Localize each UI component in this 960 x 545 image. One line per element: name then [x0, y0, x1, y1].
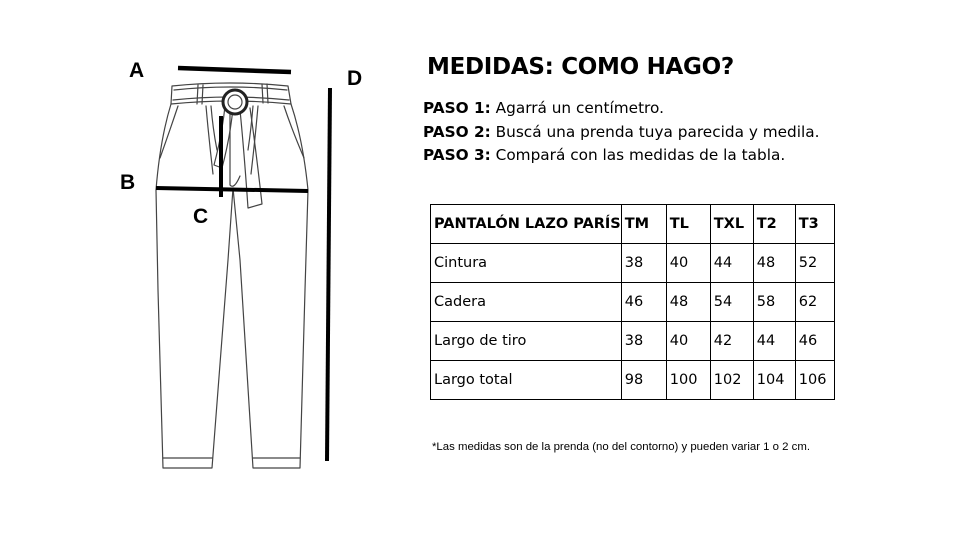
header-product: PANTALÓN LAZO PARÍS — [431, 205, 622, 244]
row-label: Cadera — [431, 283, 622, 322]
table-row — [431, 283, 835, 322]
pants-illustration — [0, 0, 400, 540]
row-label: Cintura — [431, 244, 622, 283]
step-text: Agarrá un centímetro. — [495, 99, 664, 117]
table-row — [431, 244, 835, 283]
header-size: T2 — [753, 205, 795, 244]
row-label: Largo total — [431, 361, 622, 400]
page-title: MEDIDAS: COMO HAGO? — [427, 54, 734, 80]
table-cell: 58 — [753, 283, 795, 322]
steps-list — [423, 97, 820, 168]
table-row — [431, 361, 835, 400]
step-text: Compará con las medidas de la tabla. — [495, 146, 786, 164]
step-1 — [423, 97, 820, 121]
table-cell: 100 — [666, 361, 710, 400]
step-2 — [423, 121, 820, 145]
table-cell: 54 — [710, 283, 753, 322]
table-cell: 44 — [710, 244, 753, 283]
table-cell: 48 — [753, 244, 795, 283]
step-label: PASO 3: — [423, 146, 491, 164]
table-cell: 52 — [795, 244, 834, 283]
table-row — [431, 322, 835, 361]
size-table — [430, 204, 835, 400]
table-cell: 48 — [666, 283, 710, 322]
step-label: PASO 1: — [423, 99, 491, 117]
hip-measure-line — [156, 188, 308, 191]
row-label: Largo de tiro — [431, 322, 622, 361]
table-cell: 102 — [710, 361, 753, 400]
length-measure-line — [327, 88, 330, 461]
table-cell: 46 — [795, 322, 834, 361]
table-cell: 38 — [621, 322, 666, 361]
header-size: T3 — [795, 205, 834, 244]
step-3 — [423, 144, 820, 168]
table-cell: 104 — [753, 361, 795, 400]
step-label: PASO 2: — [423, 122, 491, 141]
table-cell: 38 — [621, 244, 666, 283]
header-size: TXL — [710, 205, 753, 244]
label-c: C — [193, 205, 209, 228]
header-size: TM — [621, 205, 666, 244]
table-cell: 42 — [710, 322, 753, 361]
label-d: D — [347, 67, 363, 90]
table-cell: 106 — [795, 361, 834, 400]
table-cell: 98 — [621, 361, 666, 400]
table-cell: 40 — [666, 244, 710, 283]
pants-diagram — [0, 0, 400, 540]
label-b: B — [120, 171, 136, 194]
table-header-row — [431, 205, 835, 244]
header-size: TL — [666, 205, 710, 244]
table-cell: 44 — [753, 322, 795, 361]
label-a: A — [129, 59, 145, 82]
table-cell: 62 — [795, 283, 834, 322]
waist-measure-line — [178, 68, 291, 72]
footnote: *Las medidas son de la prenda (no del contorno) y pueden variar 1 o 2 cm. — [432, 441, 811, 453]
table-cell: 46 — [621, 283, 666, 322]
step-text: Buscá una prenda tuya parecida y medila. — [495, 122, 820, 141]
table-cell: 40 — [666, 322, 710, 361]
